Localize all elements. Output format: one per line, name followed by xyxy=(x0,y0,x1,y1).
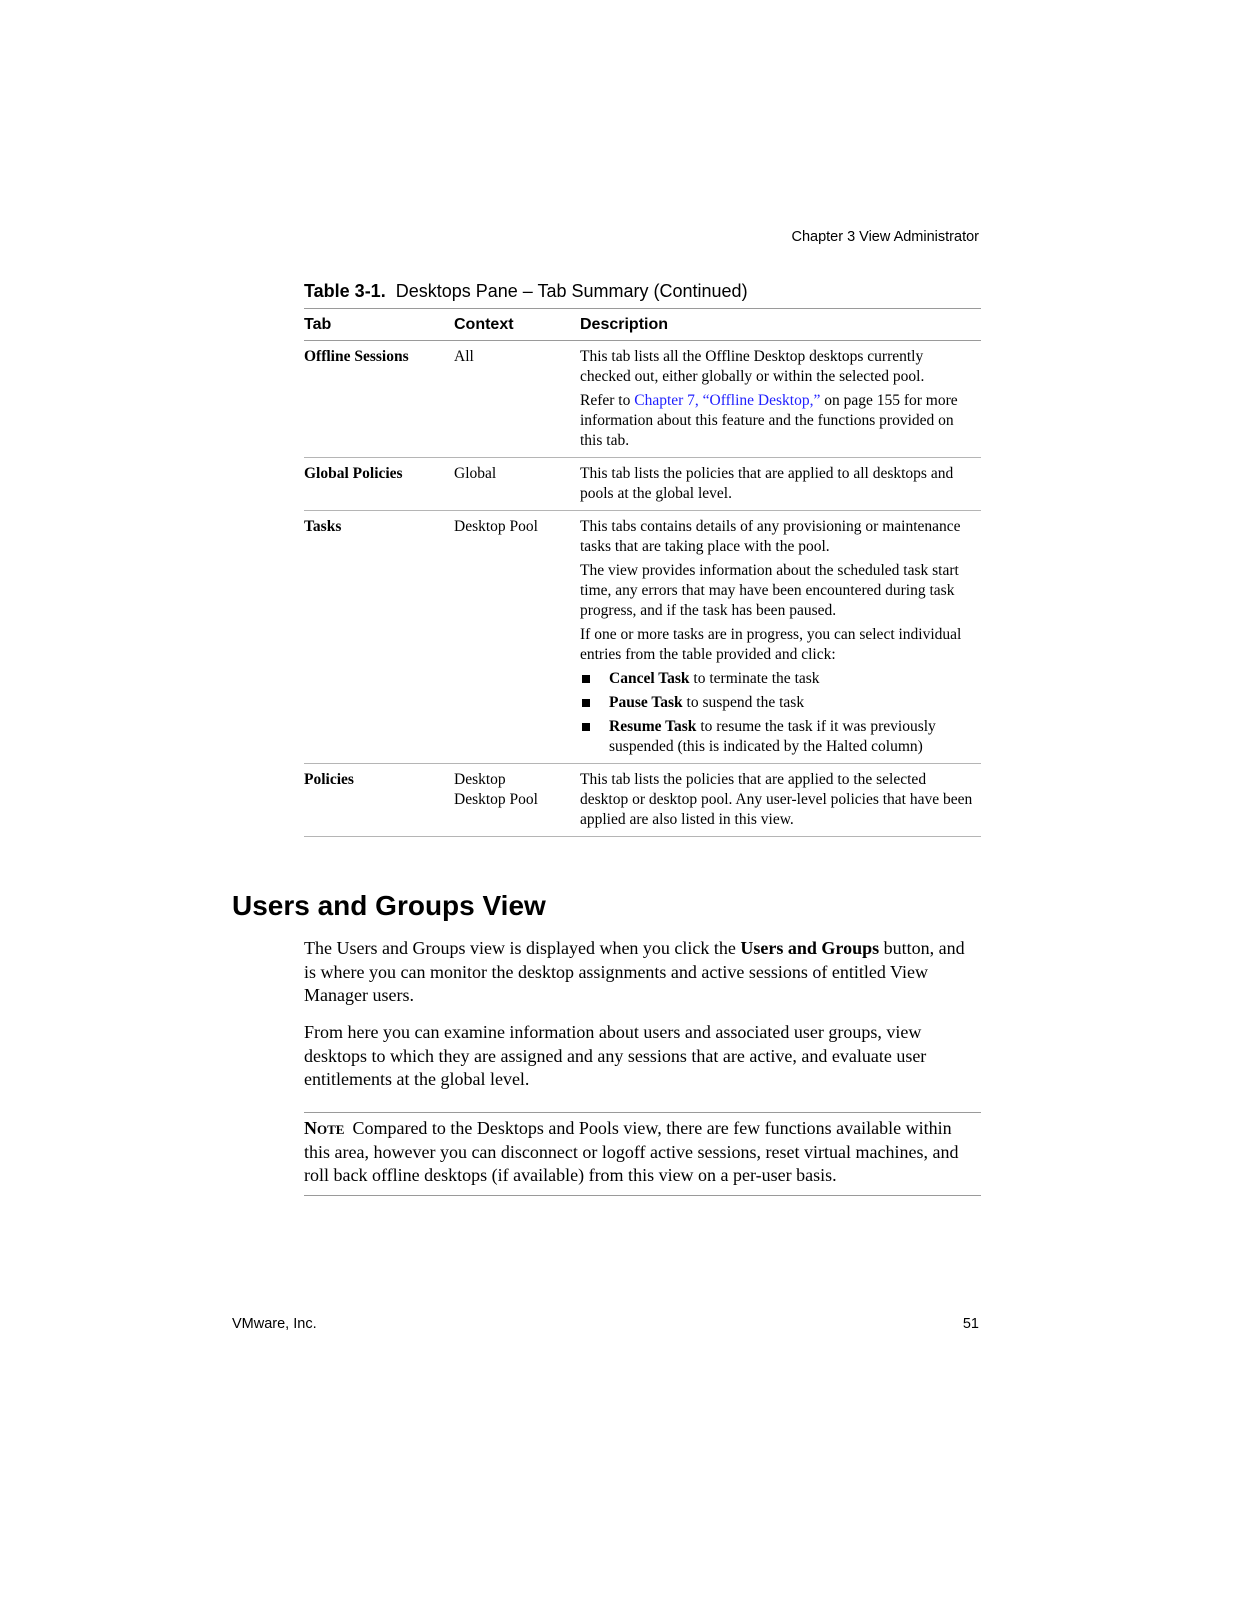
page-number: 51 xyxy=(962,1316,979,1332)
footer-company: VMware, Inc. xyxy=(232,1316,317,1332)
tab-cell: Global Policies xyxy=(304,458,454,511)
description-cell xyxy=(580,341,981,458)
body-paragraph: The Users and Groups view is displayed when you click the Users and Groups button, and is where you can monitor the desktop assignments and active sessions of entitled View Manager users. xyxy=(304,938,965,1005)
table-row xyxy=(304,341,981,458)
body-paragraph: From here you can examine information about users and associated user groups, view desktops to which they are assigned and any sessions that are active, and evaluate user entitlements at the global level. xyxy=(304,1022,927,1089)
context-cell xyxy=(454,458,580,511)
square-bullet-icon xyxy=(582,675,590,683)
context-value: Desktop Pool xyxy=(454,791,538,808)
context-cell xyxy=(454,341,580,458)
context-value: Global xyxy=(454,465,497,482)
table-caption-text: Desktops Pane – Tab Summary (Continued) xyxy=(395,281,748,301)
list-item: Resume Task to resume the task if it was previously suspended (this is indicated by the Halted column) xyxy=(580,717,973,757)
tab-cell: Policies xyxy=(304,764,454,837)
users-and-groups-button-ref: Users and Groups xyxy=(740,938,880,958)
note-box xyxy=(304,1112,981,1196)
description-cell xyxy=(580,764,981,837)
list-item: Pause Task to suspend the task xyxy=(580,693,973,713)
column-header-description: Description xyxy=(580,309,981,341)
cancel-task-label: Cancel Task xyxy=(609,670,690,687)
section-title: Users and Groups View xyxy=(232,890,546,921)
context-value: All xyxy=(454,348,474,365)
resume-task-label: Resume Task xyxy=(609,718,697,735)
table-caption-label: Table 3-1. xyxy=(304,281,386,301)
description-paragraph: This tab lists all the Offline Desktop desktops currently checked out, either globally or within the selected pool. xyxy=(580,348,925,385)
tab-summary-table xyxy=(304,308,981,837)
running-header: Chapter 3 View Administrator xyxy=(791,229,979,245)
table-row xyxy=(304,511,981,764)
column-header-tab: Tab xyxy=(304,309,454,341)
table-row xyxy=(304,764,981,837)
task-action-list xyxy=(580,669,973,757)
description-paragraph: If one or more tasks are in progress, you can select individual entries from the table provided and click: xyxy=(580,626,962,663)
tab-cell: Tasks xyxy=(304,511,454,764)
description-paragraph: This tab lists the policies that are applied to all desktops and pools at the global level. xyxy=(580,465,954,502)
description-paragraph: The view provides information about the scheduled task start time, any errors that may have been encountered during task progress, and if the task has been paused. xyxy=(580,562,959,619)
chapter-7-link[interactable]: Chapter 7, “Offline Desktop,” xyxy=(634,392,821,409)
description-paragraph: This tab lists the policies that are applied to the selected desktop or desktop pool. Any user-level policies that have been applied are also listed in this view. xyxy=(580,771,973,828)
description-cell xyxy=(580,458,981,511)
column-header-context: Context xyxy=(454,309,580,341)
table-header-row xyxy=(304,309,981,341)
table-caption xyxy=(304,281,748,302)
description-paragraph: This tabs contains details of any provisioning or maintenance tasks that are taking place with the pool. xyxy=(580,518,961,555)
description-cell xyxy=(580,511,981,764)
tab-cell: Offline Sessions xyxy=(304,341,454,458)
context-cell xyxy=(454,511,580,764)
list-item: Cancel Task to terminate the task xyxy=(580,669,973,689)
square-bullet-icon xyxy=(582,723,590,731)
note-label: Note xyxy=(304,1118,345,1138)
context-value: Desktop Pool xyxy=(454,518,538,535)
context-value: Desktop xyxy=(454,771,506,788)
pause-task-label: Pause Task xyxy=(609,694,683,711)
description-paragraph: Refer to Chapter 7, “Offline Desktop,” on page 155 for more information about this feature and the functions provided on this tab. xyxy=(580,392,958,449)
context-cell xyxy=(454,764,580,837)
note-text: Compared to the Desktops and Pools view, there are few functions available within this area, however you can disconnect or logoff active sessions, reset virtual machines, and roll back offline desktops (if available) from this view on a per-user basis. xyxy=(304,1118,959,1185)
square-bullet-icon xyxy=(582,699,590,707)
table-row xyxy=(304,458,981,511)
